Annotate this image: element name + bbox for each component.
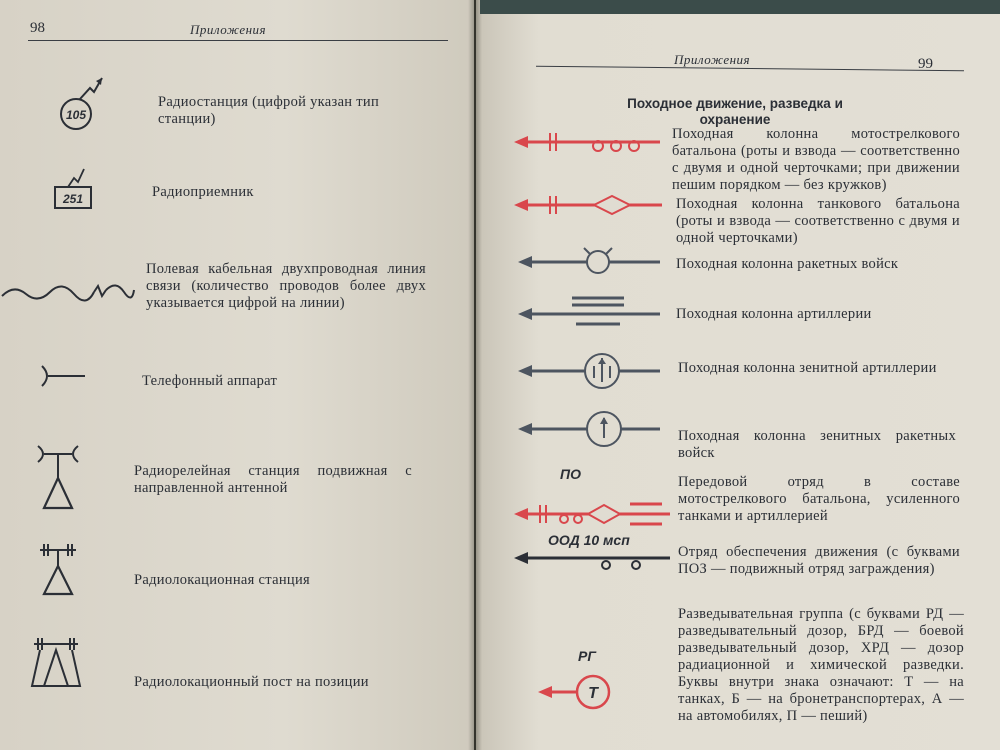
telephone-symbol xyxy=(40,364,90,388)
radar-post-symbol xyxy=(28,634,88,694)
entry-recon-group: Разведывательная группа (с буквами РД — разведывательный дозор, БРД — боевой разведывательный дозор, ХРД — дозор радиационной и химической разведки. Буквы внутри знака означают: Т — на танках, Б — на бронетранспортерах, А — на автомобилях, П — пеший) xyxy=(678,606,964,724)
entry-tank-column: Походная колонна танкового батальона (роты и взвода — соответственно с двумя и одной черточками) xyxy=(676,196,960,246)
entry-missile-column: Походная колонна ракетных войск xyxy=(676,256,899,272)
recon-group-symbol xyxy=(536,672,616,712)
section-title: Походное движение, разведка и охранение xyxy=(627,96,843,127)
missile-column-symbol xyxy=(516,244,662,280)
right-page-number: 99 xyxy=(918,56,933,72)
radio-station-label: 105 xyxy=(65,108,87,122)
radio-receiver-label: 251 xyxy=(62,192,84,206)
recon-group-label: РГ xyxy=(578,648,596,664)
recon-group-inner-label: Т xyxy=(588,685,598,702)
advance-detachment-symbol xyxy=(512,492,672,532)
entry-cable-line: Полевая кабельная двухпроводная линия связи (количество проводов более двух указывается цифрой на линии) xyxy=(146,261,426,311)
entry-telephone: Телефонный аппарат xyxy=(142,373,278,389)
book-gutter xyxy=(468,0,482,750)
advance-detachment-label: ПО xyxy=(560,466,581,482)
movement-support-label: ООД 10 мсп xyxy=(548,532,630,548)
entry-radio-station: Радиостанция (цифрой указан тип станции) xyxy=(158,94,380,127)
radio-station-symbol xyxy=(50,70,110,130)
motor-rifle-column-symbol xyxy=(512,124,662,160)
entry-radio-receiver: Радиоприемник xyxy=(152,184,254,200)
entry-movement-support: Отряд обеспечения движения (с буквами ПОЗ — подвижный отряд заграждения) xyxy=(678,544,960,577)
entry-aa-artillery-column: Походная колонна зенитной артиллерии xyxy=(678,360,937,376)
radio-relay-symbol xyxy=(34,444,84,514)
left-page-number: 98 xyxy=(30,20,45,36)
movement-support-symbol xyxy=(512,548,672,578)
cable-line-symbol xyxy=(2,278,134,308)
tank-column-symbol xyxy=(512,190,664,220)
book-cover-edge xyxy=(480,0,1000,14)
entry-radar-station: Радиолокационная станция xyxy=(134,572,310,588)
radar-station-symbol xyxy=(34,540,84,600)
aa-missile-column-symbol xyxy=(516,408,662,450)
radio-receiver-symbol xyxy=(52,165,102,215)
left-header-rule xyxy=(28,40,448,41)
entry-radar-post: Радиолокационный пост на позиции xyxy=(134,674,369,690)
left-running-head: Приложения xyxy=(190,22,267,37)
aa-artillery-column-symbol xyxy=(516,350,662,392)
right-running-head: Приложения xyxy=(674,52,751,67)
entry-aa-missile-column: Походная колонна зенитных ракетных войск xyxy=(678,428,956,461)
entry-motor-rifle-column: Походная колонна мотострелкового батальона (роты и взвода — соответственно с двумя и одной черточками; при движении пешим порядком — без кружков) xyxy=(672,126,960,193)
entry-radio-relay: Радиорелейная станция подвижная с направленной антенной xyxy=(134,463,412,496)
entry-artillery-column: Походная колонна артиллерии xyxy=(676,306,872,322)
artillery-column-symbol xyxy=(516,290,662,330)
entry-advance-detachment: Передовой отряд в составе мотострелкового батальона, усиленного танками и артиллерией xyxy=(678,474,960,524)
